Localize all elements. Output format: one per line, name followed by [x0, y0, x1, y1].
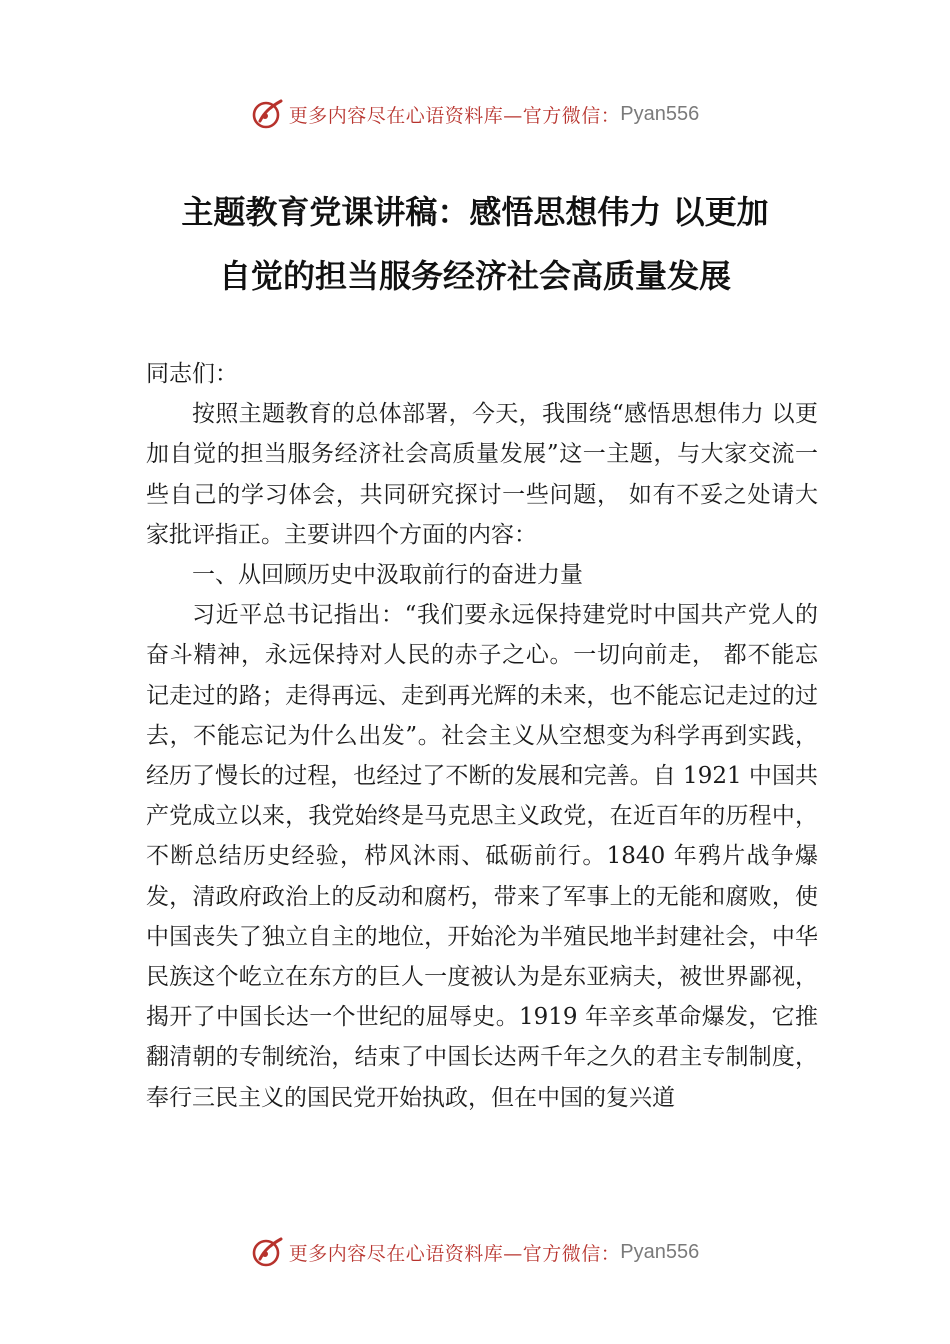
section-heading-1: 一、从回顾历史中汲取前行的奋进力量: [192, 562, 583, 589]
wechat-id: Pyan556: [620, 102, 700, 125]
paragraph-intro: 按照主题教育的总体部署，今天，我围绕“感悟思想伟力 以更加自觉的担当服务经济社会高质量发展”这一主题，与大家交流一些自己的学习体会，共同研究探讨一些问题， 如有不妥之处请大家批评指正。主要讲四个方面的内容：: [146, 401, 818, 548]
title-line-2: 自觉的担当服务经济社会高质量发展: [218, 257, 731, 295]
document-title: [120, 180, 830, 308]
title-line-1: 主题教育党课讲稿：感悟思想伟力 以更加: [181, 193, 769, 231]
brush-seal-logo-icon: [251, 1235, 285, 1269]
footer-banner: [0, 1232, 950, 1272]
document-body: [146, 354, 818, 1118]
paragraph-body: 习近平总书记指出：“我们要永远保持建党时中国共产党人的奋斗精神，永远保持对人民的赤子之心。一切向前走， 都不能忘记走过的路；走得再远、走到再光辉的未来，也不能忘记走过的过去，不能忘记为什么出发”。社会主义从空想变为科学再到实践，经历了慢长的过程，也经过了不断的发展和完善。自 1921 中国共产党成立以来，我党始终是马克思主义政党，在近百年的历程中，不断总结历史经验，栉风沐雨、砥砺前行。1840 年鸦片战争爆发，清政府政治上的反动和腐朽，带来了军事上的无能和腐败，使中国丧失了独立自主的地位，开始沦为半殖民地半封建社会，中华民族这个屹立在东方的巨人一度被认为是东亚病夫，被世界鄙视，揭开了中国长达一个世纪的屈辱史。1919 年辛亥革命爆发，它推翻清朝的专制统治，结束了中国长达两千年之久的君主专制制度，奉行三民主义的国民党开始执政，但在中国的复兴道: [146, 602, 818, 1111]
header-banner: [0, 94, 950, 134]
wechat-id: Pyan556: [620, 1240, 700, 1263]
brush-seal-logo-icon: [251, 97, 285, 131]
salutation: 同志们：: [146, 361, 238, 387]
banner-text: 更多内容尽在心语资料库—官方微信：: [288, 104, 621, 127]
banner-text: 更多内容尽在心语资料库—官方微信：: [288, 1242, 621, 1265]
